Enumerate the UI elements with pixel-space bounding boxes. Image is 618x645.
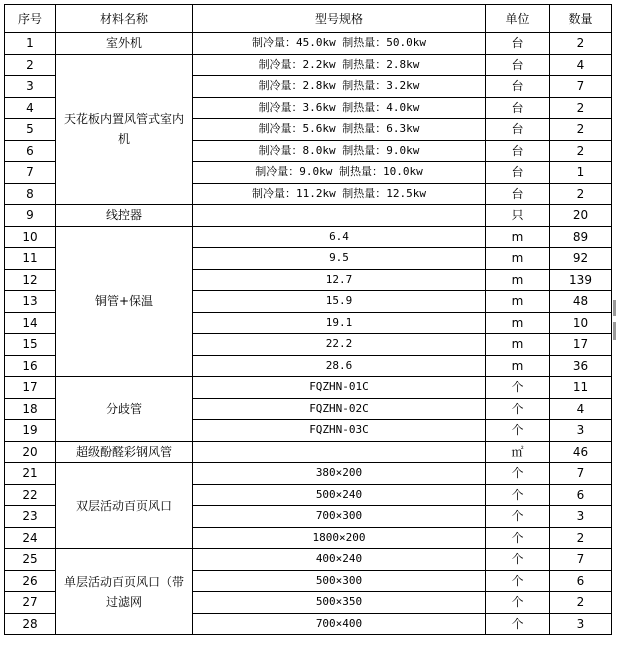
cell-spec: 制冷量：5.6kw 制热量：6.3kw <box>193 119 486 141</box>
cell-spec: 380×200 <box>193 463 486 485</box>
cell-no: 14 <box>5 312 56 334</box>
cell-spec: 制冷量：9.0kw 制热量：10.0kw <box>193 162 486 184</box>
materials-table <box>4 4 612 635</box>
cell-spec: 15.9 <box>193 291 486 313</box>
cell-spec: 700×300 <box>193 506 486 528</box>
cell-spec: 制冷量：2.2kw 制热量：2.8kw <box>193 54 486 76</box>
cell-qty: 48 <box>550 291 612 313</box>
cell-material-name: 天花板内置风管式室内机 <box>56 54 193 205</box>
cell-spec: 22.2 <box>193 334 486 356</box>
cell-spec: 9.5 <box>193 248 486 270</box>
cell-spec: 700×400 <box>193 613 486 635</box>
cell-unit: m <box>486 334 550 356</box>
cell-no: 1 <box>5 33 56 55</box>
cell-spec: 制冷量：2.8kw 制热量：3.2kw <box>193 76 486 98</box>
cell-qty: 89 <box>550 226 612 248</box>
table-row <box>5 226 612 248</box>
cell-unit: 台 <box>486 162 550 184</box>
cell-spec: 19.1 <box>193 312 486 334</box>
cell-qty: 46 <box>550 441 612 463</box>
scrollbar-marker <box>613 300 616 340</box>
cell-spec: 28.6 <box>193 355 486 377</box>
cell-no: 19 <box>5 420 56 442</box>
table-row <box>5 54 612 76</box>
cell-qty: 7 <box>550 76 612 98</box>
cell-no: 17 <box>5 377 56 399</box>
header-cell-name: 材料名称 <box>56 5 193 33</box>
header-cell-unit: 单位 <box>486 5 550 33</box>
cell-no: 8 <box>5 183 56 205</box>
cell-qty: 3 <box>550 420 612 442</box>
cell-unit: 台 <box>486 119 550 141</box>
cell-spec: 6.4 <box>193 226 486 248</box>
cell-spec: 12.7 <box>193 269 486 291</box>
cell-no: 16 <box>5 355 56 377</box>
cell-qty: 2 <box>550 592 612 614</box>
cell-no: 3 <box>5 76 56 98</box>
cell-unit: 个 <box>486 377 550 399</box>
cell-unit: m <box>486 291 550 313</box>
table-row <box>5 33 612 55</box>
table-row <box>5 549 612 571</box>
cell-unit: 个 <box>486 398 550 420</box>
cell-unit: m <box>486 355 550 377</box>
cell-spec: 400×240 <box>193 549 486 571</box>
cell-spec: 制冷量：11.2kw 制热量：12.5kw <box>193 183 486 205</box>
cell-no: 12 <box>5 269 56 291</box>
cell-spec: 500×240 <box>193 484 486 506</box>
cell-spec: 制冷量：8.0kw 制热量：9.0kw <box>193 140 486 162</box>
cell-no: 11 <box>5 248 56 270</box>
cell-material-name: 铜管+保温 <box>56 226 193 377</box>
cell-spec: FQZHN-02C <box>193 398 486 420</box>
cell-no: 7 <box>5 162 56 184</box>
cell-unit: 个 <box>486 592 550 614</box>
cell-no: 23 <box>5 506 56 528</box>
cell-no: 10 <box>5 226 56 248</box>
cell-no: 27 <box>5 592 56 614</box>
cell-qty: 2 <box>550 119 612 141</box>
cell-qty: 4 <box>550 398 612 420</box>
cell-qty: 2 <box>550 527 612 549</box>
cell-qty: 3 <box>550 506 612 528</box>
cell-unit: m <box>486 312 550 334</box>
cell-qty: 3 <box>550 613 612 635</box>
cell-unit: 个 <box>486 613 550 635</box>
cell-qty: 36 <box>550 355 612 377</box>
cell-no: 9 <box>5 205 56 227</box>
cell-material-name: 线控器 <box>56 205 193 227</box>
cell-unit: 只 <box>486 205 550 227</box>
cell-material-name: 单层活动百页风口（带过滤网 <box>56 549 193 635</box>
cell-unit: 个 <box>486 506 550 528</box>
cell-qty: 2 <box>550 33 612 55</box>
header-cell-spec: 型号规格 <box>193 5 486 33</box>
cell-qty: 2 <box>550 183 612 205</box>
cell-qty: 139 <box>550 269 612 291</box>
cell-no: 6 <box>5 140 56 162</box>
header-cell-no: 序号 <box>5 5 56 33</box>
cell-no: 22 <box>5 484 56 506</box>
header-cell-qty: 数量 <box>550 5 612 33</box>
cell-unit: ㎡ <box>486 441 550 463</box>
cell-material-name: 室外机 <box>56 33 193 55</box>
table-row <box>5 377 612 399</box>
cell-unit: 台 <box>486 54 550 76</box>
cell-spec: 500×350 <box>193 592 486 614</box>
cell-qty: 11 <box>550 377 612 399</box>
cell-spec: FQZHN-01C <box>193 377 486 399</box>
cell-unit: m <box>486 226 550 248</box>
table-row <box>5 205 612 227</box>
cell-no: 4 <box>5 97 56 119</box>
cell-spec <box>193 205 486 227</box>
cell-no: 15 <box>5 334 56 356</box>
cell-material-name: 超级酚醛彩钢风管 <box>56 441 193 463</box>
cell-no: 26 <box>5 570 56 592</box>
cell-no: 24 <box>5 527 56 549</box>
cell-no: 18 <box>5 398 56 420</box>
cell-unit: 台 <box>486 140 550 162</box>
cell-no: 20 <box>5 441 56 463</box>
cell-no: 25 <box>5 549 56 571</box>
cell-qty: 6 <box>550 570 612 592</box>
cell-unit: 个 <box>486 463 550 485</box>
cell-qty: 20 <box>550 205 612 227</box>
cell-unit: m <box>486 248 550 270</box>
cell-unit: 台 <box>486 76 550 98</box>
cell-spec <box>193 441 486 463</box>
cell-no: 5 <box>5 119 56 141</box>
header-row <box>5 5 612 33</box>
cell-material-name: 分歧管 <box>56 377 193 442</box>
cell-no: 21 <box>5 463 56 485</box>
cell-spec: 500×300 <box>193 570 486 592</box>
cell-qty: 1 <box>550 162 612 184</box>
cell-no: 2 <box>5 54 56 76</box>
cell-qty: 4 <box>550 54 612 76</box>
cell-unit: 台 <box>486 97 550 119</box>
cell-unit: 个 <box>486 420 550 442</box>
cell-qty: 2 <box>550 140 612 162</box>
cell-unit: 个 <box>486 549 550 571</box>
table-body <box>5 33 612 635</box>
cell-qty: 7 <box>550 549 612 571</box>
cell-qty: 10 <box>550 312 612 334</box>
cell-unit: 台 <box>486 33 550 55</box>
table-row <box>5 463 612 485</box>
cell-unit: 个 <box>486 570 550 592</box>
cell-unit: 个 <box>486 527 550 549</box>
cell-unit: 台 <box>486 183 550 205</box>
cell-no: 13 <box>5 291 56 313</box>
cell-spec: 制冷量：3.6kw 制热量：4.0kw <box>193 97 486 119</box>
cell-qty: 17 <box>550 334 612 356</box>
cell-unit: m <box>486 269 550 291</box>
cell-unit: 个 <box>486 484 550 506</box>
cell-qty: 2 <box>550 97 612 119</box>
cell-qty: 7 <box>550 463 612 485</box>
table-row <box>5 441 612 463</box>
cell-spec: 制冷量：45.0kw 制热量：50.0kw <box>193 33 486 55</box>
cell-no: 28 <box>5 613 56 635</box>
cell-material-name: 双层活动百页风口 <box>56 463 193 549</box>
cell-qty: 92 <box>550 248 612 270</box>
cell-qty: 6 <box>550 484 612 506</box>
cell-spec: 1800×200 <box>193 527 486 549</box>
cell-spec: FQZHN-03C <box>193 420 486 442</box>
